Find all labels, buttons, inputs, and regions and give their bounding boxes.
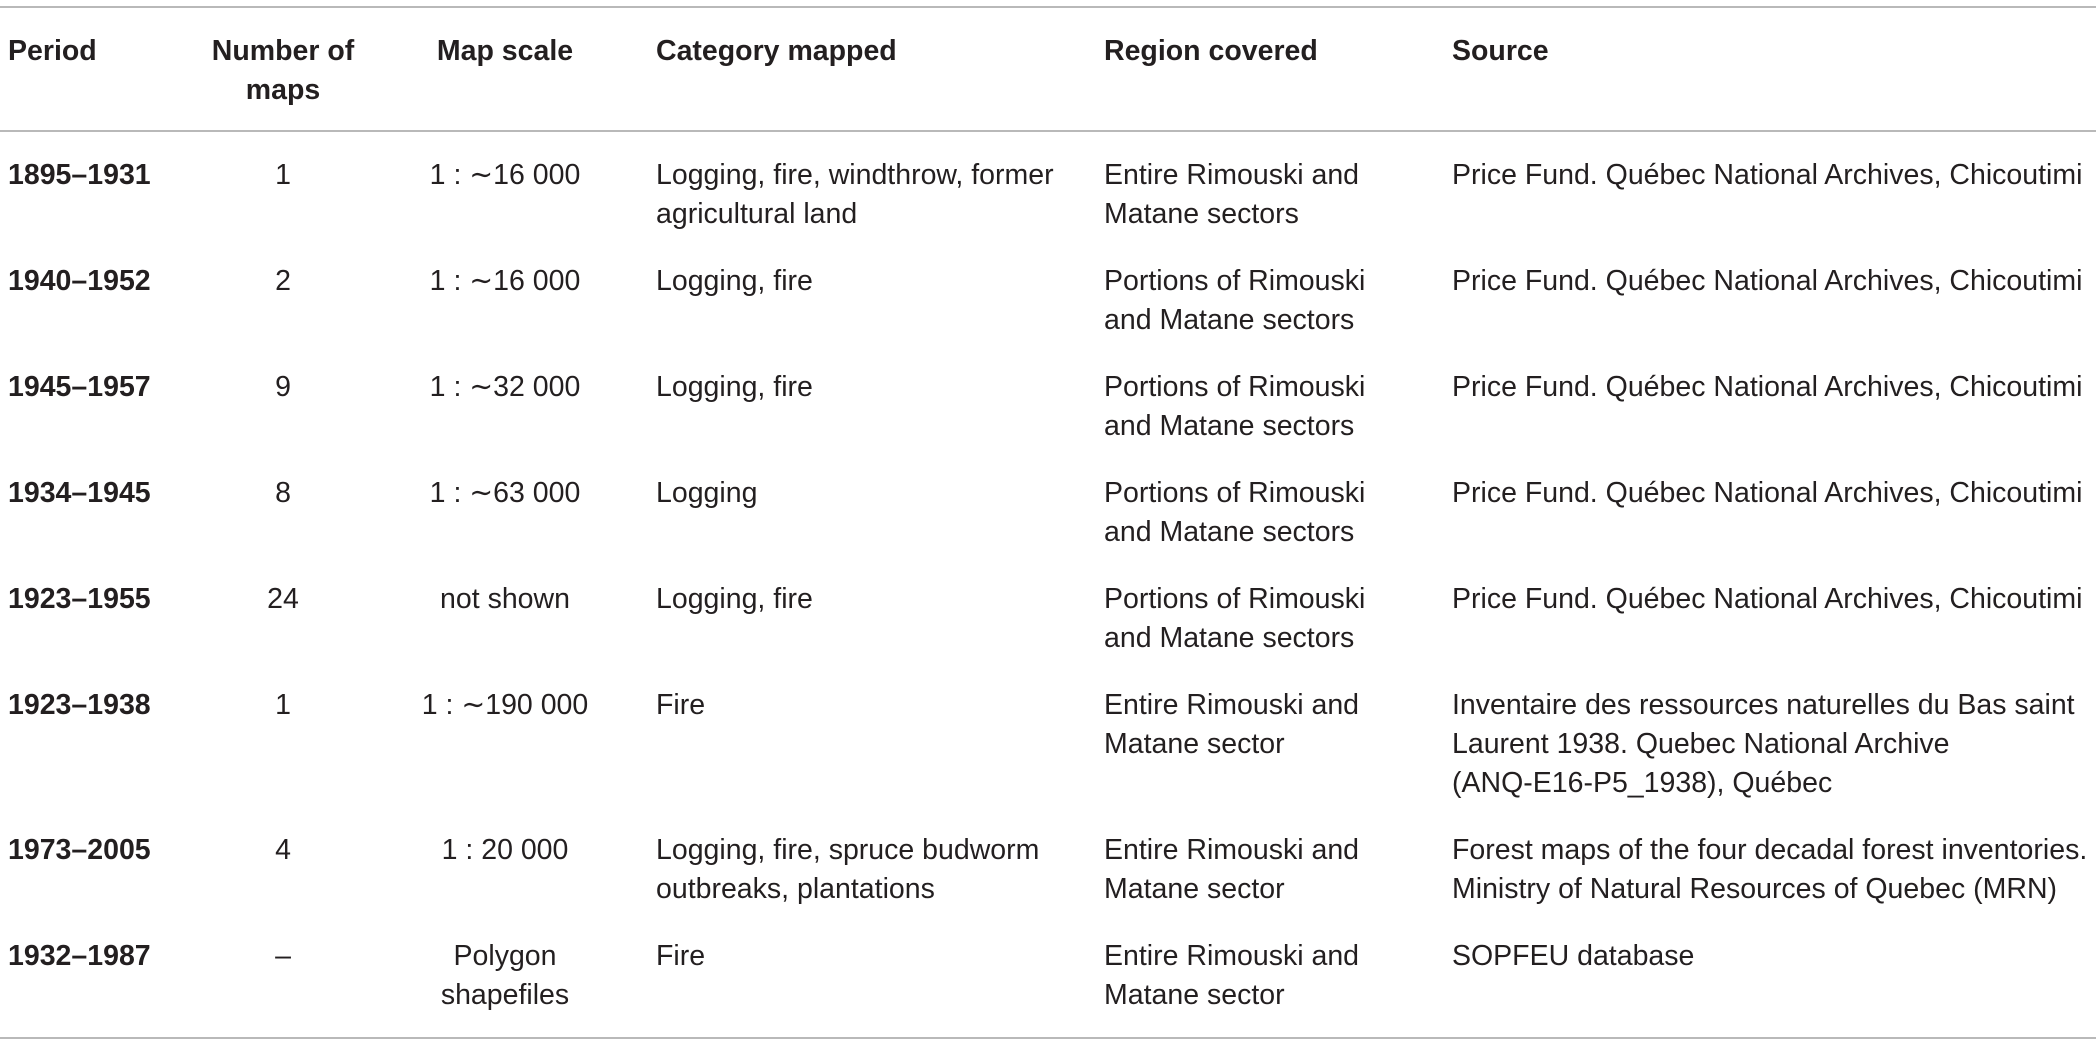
cell-period: 1945–1957 [8, 371, 151, 403]
cell-category-mapped: Logging [656, 477, 758, 509]
cell-number-of-maps: 24 [267, 583, 299, 615]
header-period: Period [8, 35, 97, 67]
cell-number-of-maps: 8 [275, 477, 291, 509]
cell-region-covered: Portions of Rimouski and Matane sectors [1104, 583, 1366, 654]
table-row [0, 917, 2096, 1038]
cell-source: SOPFEU database [1452, 940, 1695, 972]
cell-source: Price Fund. Québec National Archives, Chicoutimi [1452, 265, 2083, 297]
header-source: Source [1452, 35, 1549, 67]
table-body [0, 131, 2096, 1038]
cell-period: 1895–1931 [8, 159, 151, 191]
cell-source: Price Fund. Québec National Archives, Chicoutimi [1452, 477, 2083, 509]
cell-map-scale: Polygon shapefiles [440, 940, 570, 1011]
cell-map-scale: 1 : 20 000 [441, 834, 569, 866]
cell-number-of-maps: 4 [275, 834, 291, 866]
cell-map-scale: 1 : ∼16 000 [429, 265, 581, 297]
table-row [0, 560, 2096, 666]
maps-table [0, 6, 2096, 1039]
header-row [0, 7, 2096, 131]
cell-map-scale: not shown [440, 583, 570, 615]
cell-source: Inventaire des ressources naturelles du Bas saint Laurent 1938. Quebec National Archive (ANQ-E16-P5_1938), Québec [1452, 689, 2075, 799]
cell-number-of-maps: 1 [275, 159, 291, 191]
cell-number-of-maps: 2 [275, 265, 291, 297]
cell-category-mapped: Fire [656, 689, 706, 721]
cell-map-scale: 1 : ∼16 000 [429, 159, 581, 191]
cell-region-covered: Entire Rimouski and Matane sector [1104, 834, 1360, 905]
table-row [0, 242, 2096, 348]
table-row [0, 454, 2096, 560]
cell-region-covered: Portions of Rimouski and Matane sectors [1104, 371, 1366, 442]
cell-category-mapped: Fire [656, 940, 706, 972]
cell-region-covered: Portions of Rimouski and Matane sectors [1104, 265, 1366, 336]
table-header [0, 7, 2096, 131]
cell-number-of-maps: 9 [275, 371, 291, 403]
cell-category-mapped: Logging, fire [656, 265, 813, 297]
header-region-covered: Region covered [1104, 35, 1318, 67]
cell-region-covered: Entire Rimouski and Matane sector [1104, 689, 1360, 760]
cell-period: 1923–1955 [8, 583, 151, 615]
cell-number-of-maps: 1 [275, 689, 291, 721]
cell-region-covered: Entire Rimouski and Matane sector [1104, 940, 1360, 1011]
cell-source: Price Fund. Québec National Archives, Chicoutimi [1452, 583, 2083, 615]
cell-map-scale: 1 : ∼190 000 [421, 689, 589, 721]
cell-map-scale: 1 : ∼63 000 [429, 477, 581, 509]
cell-source: Forest maps of the four decadal forest inventories. Ministry of Natural Resources of Quebec (MRN) [1452, 834, 2088, 905]
cell-number-of-maps: – [275, 940, 291, 972]
cell-period: 1932–1987 [8, 940, 151, 972]
cell-source: Price Fund. Québec National Archives, Chicoutimi [1452, 371, 2083, 403]
cell-region-covered: Entire Rimouski and Matane sectors [1104, 159, 1360, 230]
cell-category-mapped: Logging, fire [656, 583, 813, 615]
table-row [0, 131, 2096, 242]
cell-period: 1923–1938 [8, 689, 151, 721]
cell-category-mapped: Logging, fire [656, 371, 813, 403]
header-map-scale: Map scale [436, 35, 574, 67]
header-number-of-maps: Number of maps [211, 35, 355, 106]
cell-period: 1940–1952 [8, 265, 151, 297]
cell-region-covered: Portions of Rimouski and Matane sectors [1104, 477, 1366, 548]
table-row [0, 811, 2096, 917]
cell-category-mapped: Logging, fire, windthrow, former agricultural land [656, 159, 1054, 230]
cell-period: 1973–2005 [8, 834, 151, 866]
cell-period: 1934–1945 [8, 477, 151, 509]
cell-map-scale: 1 : ∼32 000 [429, 371, 581, 403]
cell-category-mapped: Logging, fire, spruce budworm outbreaks, plantations [656, 834, 1040, 905]
table-row [0, 666, 2096, 811]
table-row [0, 348, 2096, 454]
header-category-mapped: Category mapped [656, 35, 897, 67]
cell-source: Price Fund. Québec National Archives, Chicoutimi [1452, 159, 2083, 191]
